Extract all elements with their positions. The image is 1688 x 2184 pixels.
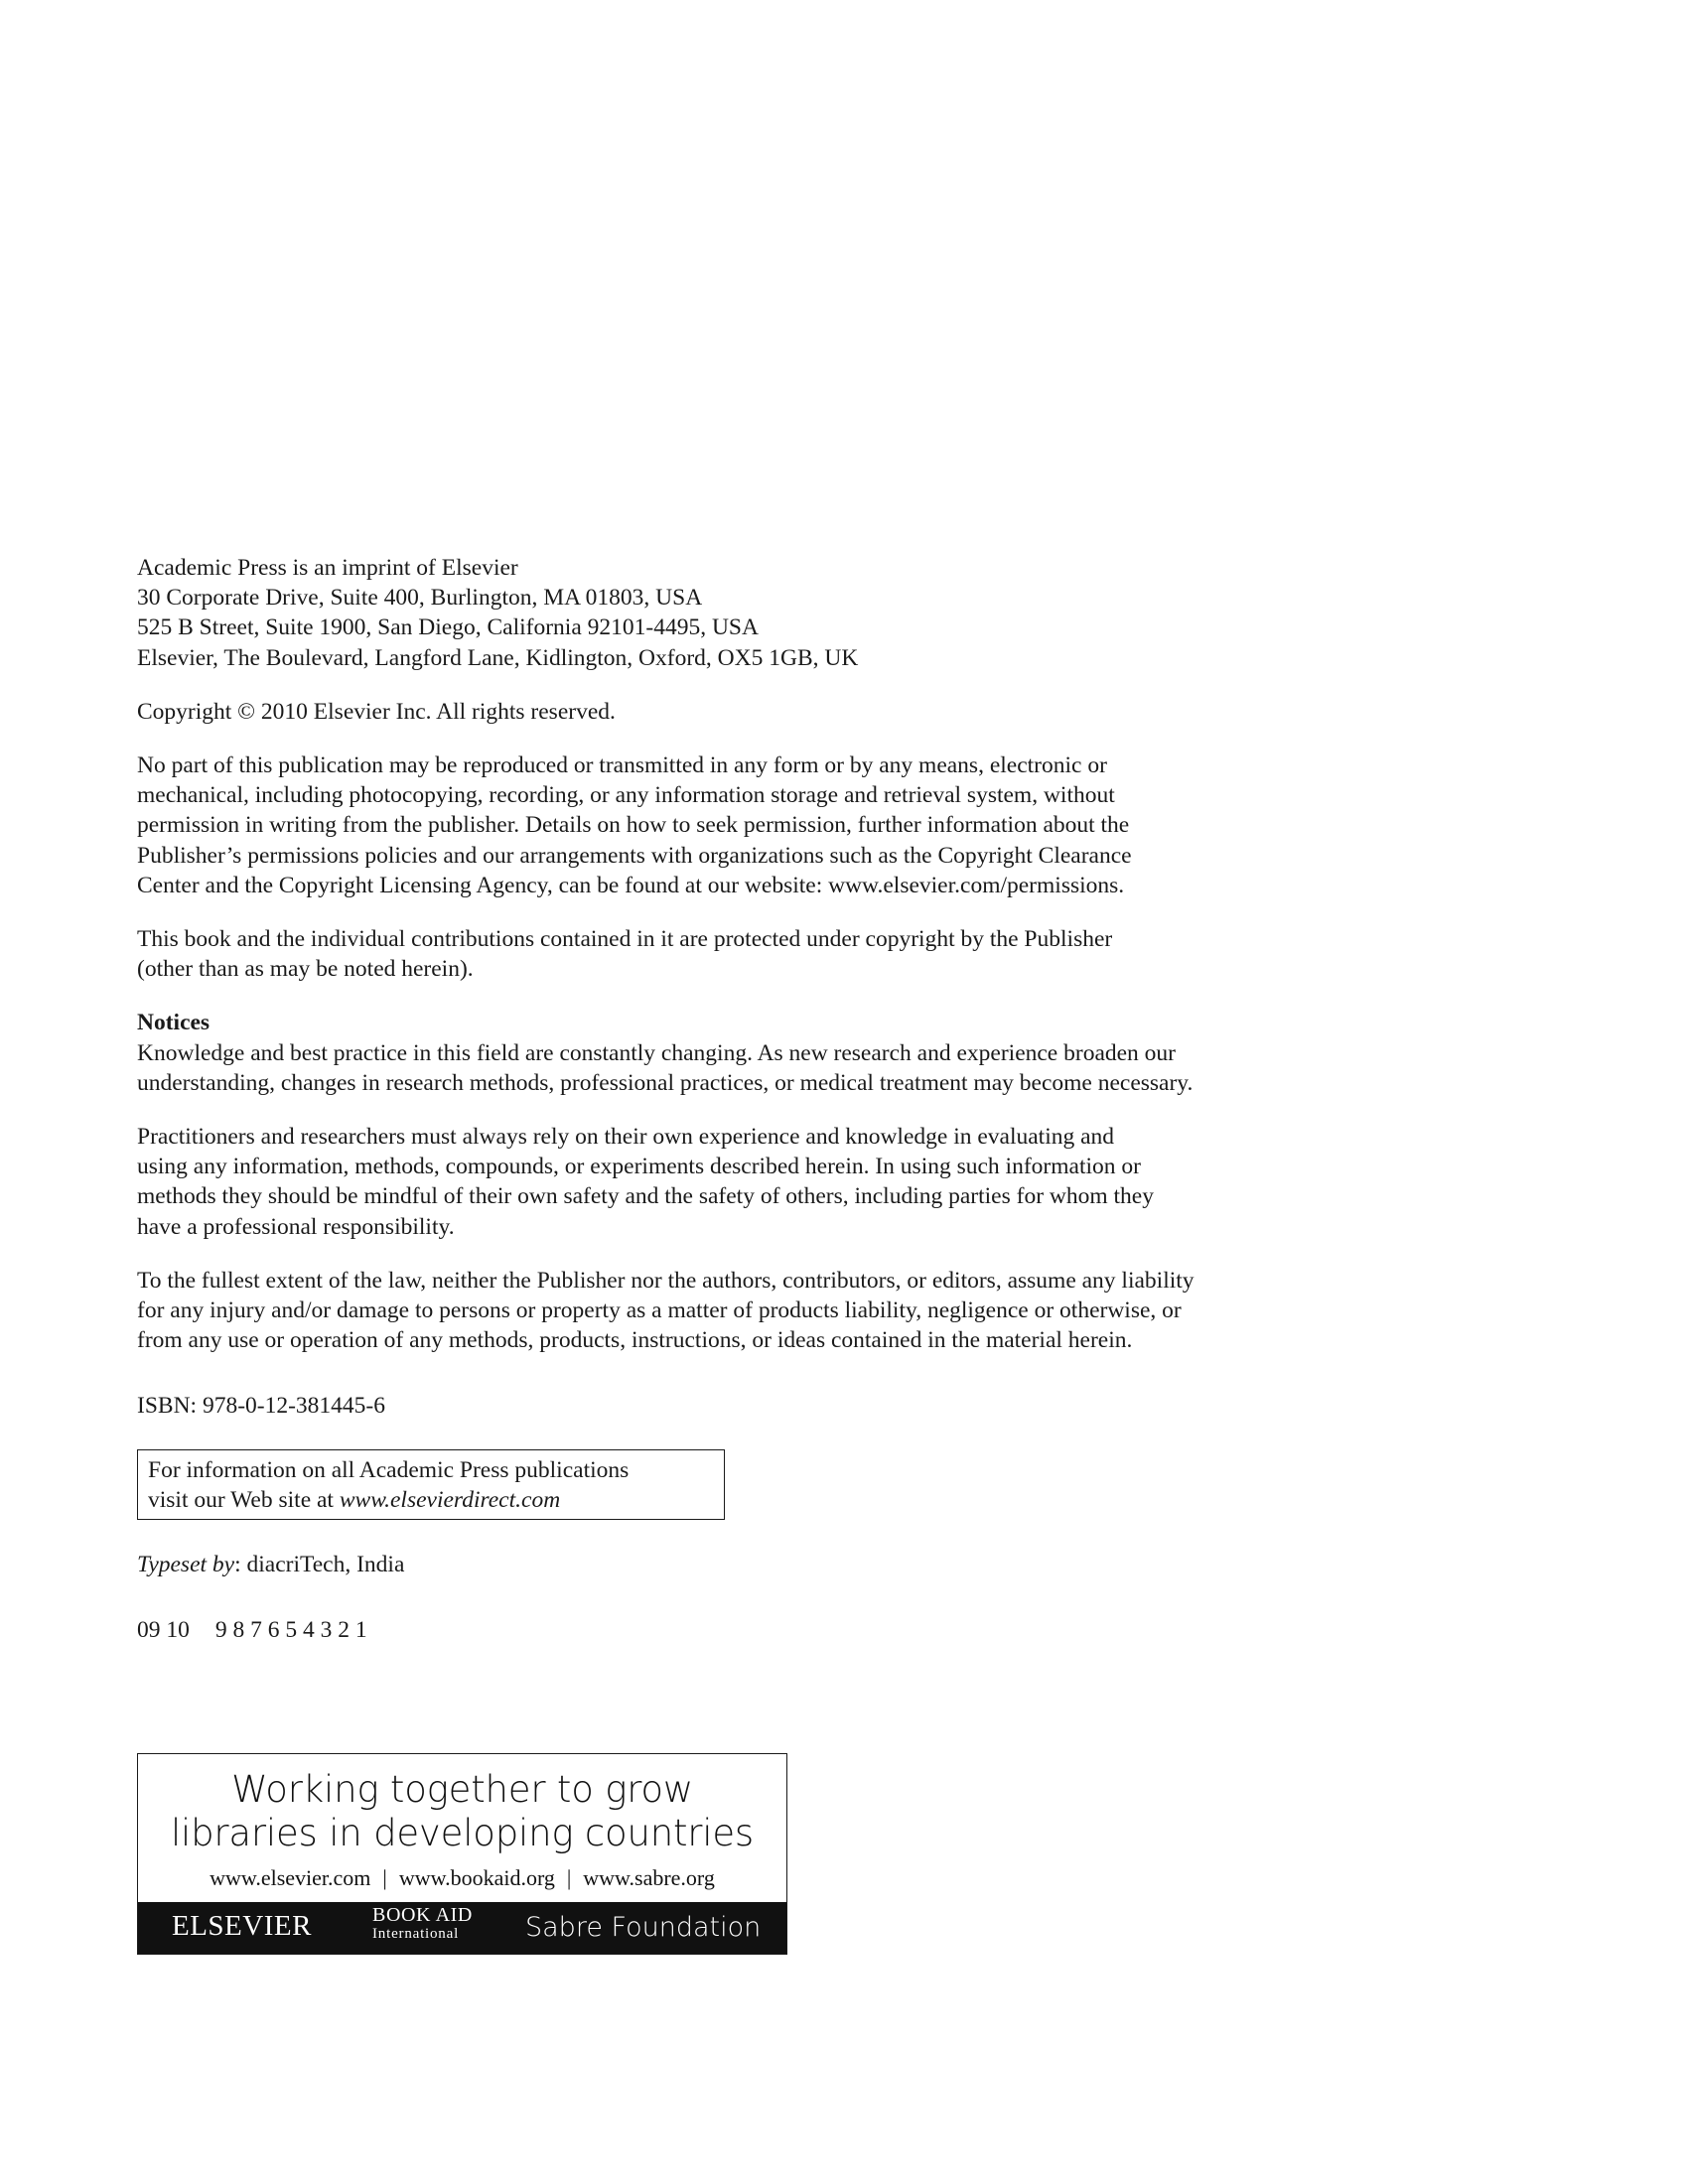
permissions-line: permission in writing from the publisher. Details on how to seek permission, further information about the (137, 812, 1130, 839)
notices-line: methods they should be mindful of their own safety and the safety of others, including parties for whom they (137, 1183, 1154, 1210)
book-aid-logo-line: BOOK AID (372, 1904, 473, 1926)
notices-line: Knowledge and best practice in this field are constantly changing. As new research and experience broaden our (137, 1039, 1177, 1066)
typeset-label: Typeset by (137, 1552, 235, 1578)
typeset-credit (137, 1550, 1388, 1579)
notices-line: understanding, changes in research methods, professional practices, or medical treatment may become necessary. (137, 1069, 1194, 1096)
liability-paragraph (137, 1266, 1388, 1356)
info-box-line (148, 1485, 724, 1515)
protection-paragraph (137, 924, 1388, 984)
notices-line: using any information, methods, compounds, or experiments described herein. In using such information or (137, 1154, 1141, 1180)
banner-headline-line: libraries in developing countries (170, 1812, 755, 1854)
imprint-line: Academic Press is an imprint of Elsevier (137, 555, 518, 581)
permissions-line: Publisher’s permissions policies and our arrangements with organizations such as the Copyright Clearance (137, 842, 1132, 869)
copyright-statement (137, 697, 1388, 727)
banner-headline (138, 1768, 786, 1855)
permissions-line: Center and the Copyright Licensing Agency, can be found at our website: www.elsevier.com/permissions. (137, 872, 1125, 898)
permissions-line: No part of this publication may be reproduced or transmitted in any form or by any means, electronic or (137, 752, 1107, 779)
protection-line: This book and the individual contributions contained in it are protected under copyright by the Publisher (137, 926, 1113, 953)
notices-title: Notices (137, 1010, 211, 1036)
notices-line: Practitioners and researchers must always rely on their own experience and knowledge in evaluating and (137, 1124, 1115, 1151)
elsevier-link[interactable]: www.elsevier.com (210, 1865, 371, 1890)
notices-line: for any injury and/or damage to persons or property as a matter of products liability, negligence or otherwise, or (137, 1297, 1182, 1324)
book-aid-logo-line: International (372, 1926, 460, 1942)
copyright-line: Copyright © 2010 Elsevier Inc. All rights reserved. (137, 698, 616, 725)
copyright-page (137, 553, 1388, 1645)
banner-links (138, 1865, 786, 1891)
link-separator: | (382, 1865, 387, 1890)
link-separator: | (566, 1865, 572, 1890)
print-years: 09 10 (137, 1617, 190, 1644)
notices-line: To the fullest extent of the law, neither the Publisher nor the authors, contributors, or editors, assume any liability (137, 1267, 1195, 1294)
isbn (137, 1391, 1388, 1421)
elsevierdirect-link[interactable]: www.elsevierdirect.com (339, 1486, 561, 1513)
permissions-paragraph (137, 751, 1388, 900)
elsevier-logo: ELSEVIER (172, 1910, 312, 1942)
info-box-prefix: visit our Web site at (148, 1486, 340, 1513)
imprint-line: Elsevier, The Boulevard, Langford Lane, Kidlington, Oxford, OX5 1GB, UK (137, 644, 859, 671)
typeset-value: : diacriTech, India (234, 1552, 405, 1578)
practitioners-paragraph (137, 1122, 1388, 1242)
banner-logo-bar (138, 1902, 786, 1954)
imprint-line: 525 B Street, Suite 1900, San Diego, California 92101-4495, USA (137, 614, 759, 641)
sabre-foundation-logo: Sabre Foundation (525, 1912, 762, 1943)
isbn-line: ISBN: 978-0-12-381445-6 (137, 1393, 385, 1420)
sabre-link[interactable]: www.sabre.org (583, 1865, 715, 1890)
typeset-line (137, 1550, 1388, 1579)
book-aid-banner (137, 1753, 787, 1955)
info-box-line: For information on all Academic Press publications (148, 1456, 630, 1483)
book-aid-logo (372, 1906, 473, 1944)
permissions-line: mechanical, including photocopying, recording, or any information storage and retrieval system, without (137, 782, 1115, 809)
print-line (137, 1615, 1388, 1645)
imprint-line: 30 Corporate Drive, Suite 400, Burlington, MA 01803, USA (137, 585, 703, 612)
notices-line: from any use or operation of any methods, products, instructions, or ideas contained in the material herein. (137, 1327, 1133, 1354)
notices-section (137, 1008, 1388, 1098)
imprint-block (137, 553, 1388, 673)
bookaid-link[interactable]: www.bookaid.org (398, 1865, 555, 1890)
notices-line: have a professional responsibility. (137, 1213, 455, 1240)
banner-headline-line: Working together to grow (231, 1768, 693, 1811)
protection-line: (other than as may be noted herein). (137, 956, 474, 983)
print-impressions: 9 8 7 6 5 4 3 2 1 (214, 1617, 367, 1644)
publications-info-box (137, 1449, 725, 1520)
